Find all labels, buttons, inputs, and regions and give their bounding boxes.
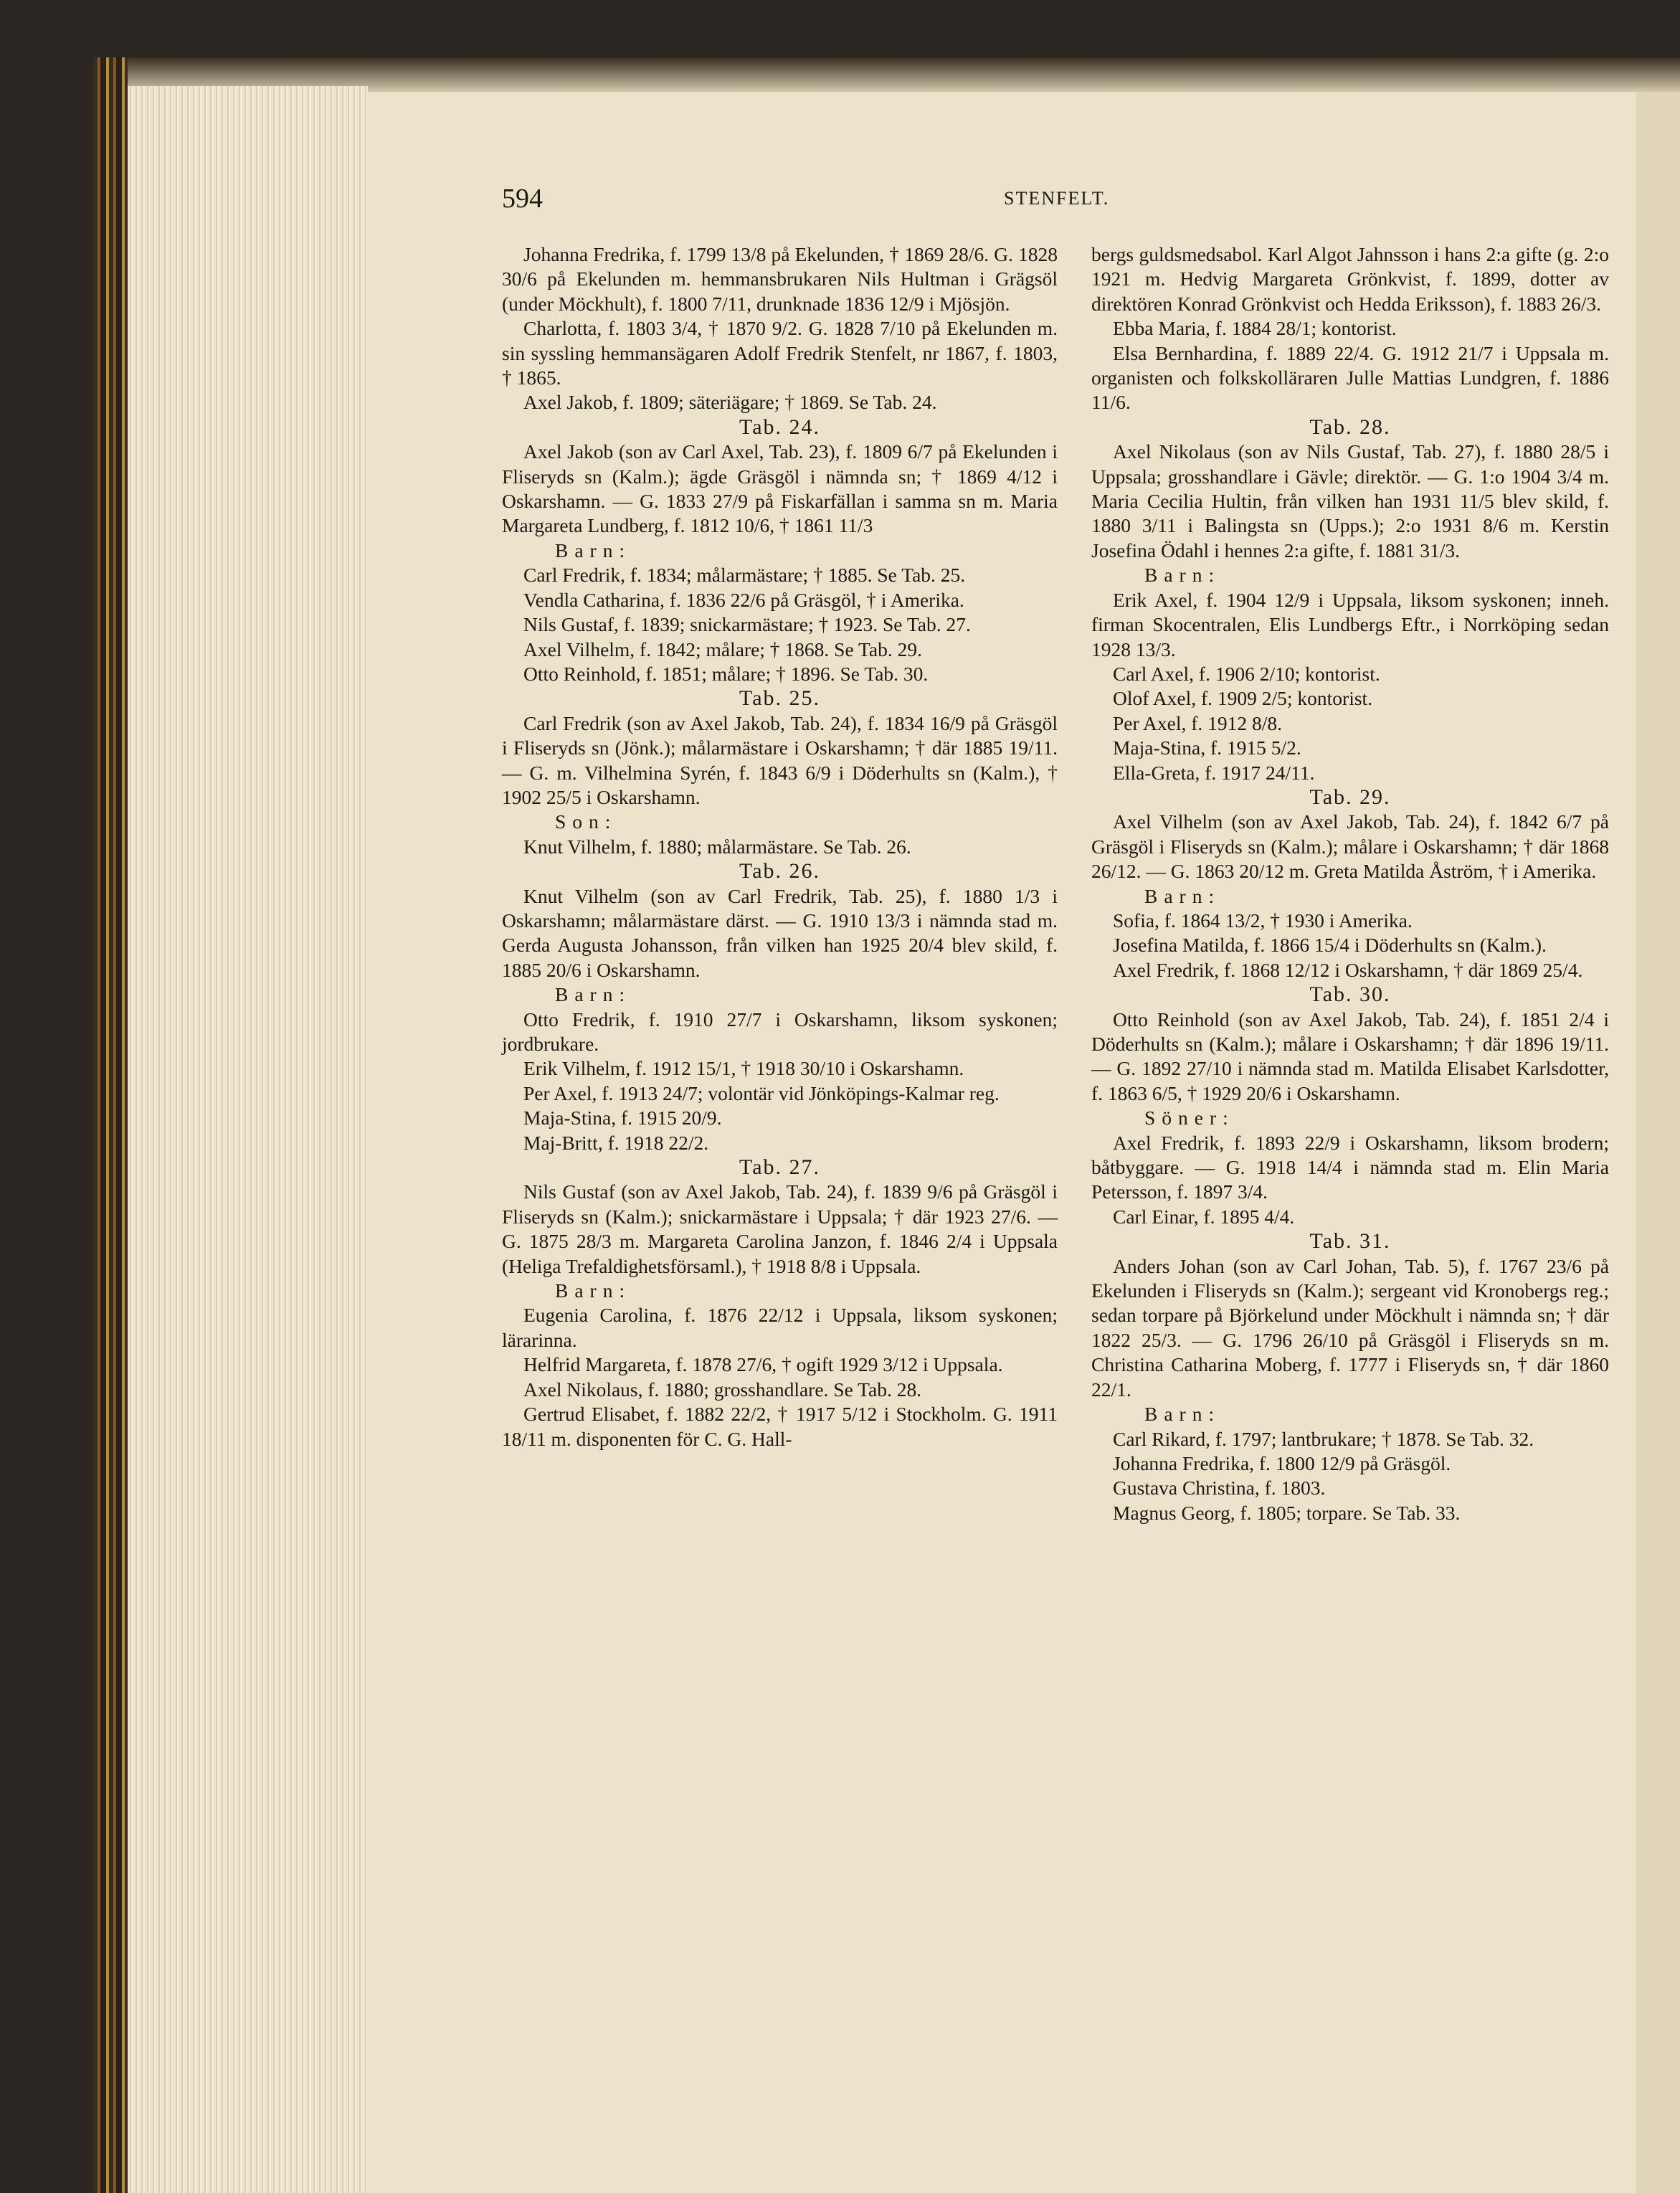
table-heading: Tab. 25. <box>739 686 821 711</box>
right-column <box>1091 242 1609 1525</box>
entry-paragraph: Axel Jakob, f. 1809; säteriägare; † 1869. Se Tab. 24. <box>523 391 937 414</box>
next-page-edge <box>1636 92 1680 2193</box>
entry-paragraph: Ella-Greta, f. 1917 24/11. <box>1113 761 1315 784</box>
entry-paragraph: Axel Fredrik, f. 1893 22/9 i Oskarshamn, liksom brodern; båtbyggare. — G. 1918 14/4 i nämnda stad m. Elin Maria Petersson, f. 1897 3/4. <box>1091 1131 1609 1203</box>
entry-paragraph: Charlotta, f. 1803 3/4, † 1870 9/2. G. 1828 7/10 på Ekelunden m. sin syssling hemmansägaren Adolf Fredrik Stenfelt, nr 1867, f. 1803, † 1865. <box>502 317 1058 389</box>
entry-paragraph: Carl Fredrik (son av Axel Jakob, Tab. 24), f. 1834 16/9 på Gräsgöl i Fliseryds sn (Jönk.); målarmästare i Oskarshamn; † där 1885 19/11. — G. m. Vilhelmina Syrén, f. 1843 6/9 i Döderhults sn (Kalm.), † 1902 25/5 i Oskarshamn. <box>502 711 1058 808</box>
entry-paragraph: Carl Axel, f. 1906 2/10; kontorist. <box>1113 662 1380 685</box>
page-title: STENFELT. <box>1004 188 1110 209</box>
table-heading: Tab. 28. <box>1309 415 1391 439</box>
entry-paragraph: Johanna Fredrika, f. 1799 13/8 på Ekelunden, † 1869 28/6. G. 1828 30/6 på Ekelunden m. hemmansbrukaren Nils Hultman i Grägsöl (under Möckhult), f. 1800 7/11, drunknade 1836 12/9 i Mjösjön. <box>502 243 1058 315</box>
entry-paragraph: Johanna Fredrika, f. 1800 12/9 på Gräsgöl. <box>1113 1451 1451 1474</box>
entry-paragraph: Elsa Bernhardina, f. 1889 22/4. G. 1912 21/7 i Uppsala m. organisten och folkskolläraren Julle Mattias Lundgren, f. 1886 11/6. <box>1091 341 1609 414</box>
table-heading: Tab. 26. <box>739 859 821 884</box>
children-subheading: Söner: <box>1144 1107 1235 1129</box>
children-subheading: Barn: <box>1144 1403 1221 1426</box>
entry-paragraph: Nils Gustaf (son av Axel Jakob, Tab. 24), f. 1839 9/6 på Gräsgöl i Fliseryds sn (Kalm.); snickarmästare i Uppsala; † där 1923 27/6. — G. 1875 28/3 m. Margareta Carolina Janzon, f. 1846 2/4 i Uppsala (Heliga Trefaldighetsförsaml.), † 1918 8/8 i Uppsala. <box>502 1180 1058 1277</box>
page-edges <box>128 86 368 2193</box>
children-subheading: Barn: <box>1144 884 1221 907</box>
page-number: 594 <box>502 184 543 214</box>
entry-paragraph: Maj-Britt, f. 1918 22/2. <box>523 1131 709 1154</box>
entry-paragraph: Nils Gustaf, f. 1839; snickarmästare; † 1923. Se Tab. 27. <box>523 613 971 636</box>
entry-paragraph: Axel Vilhelm, f. 1842; målare; † 1868. Se Tab. 29. <box>523 638 923 660</box>
children-subheading: Barn: <box>555 539 632 562</box>
entry-paragraph: Gustava Christina, f. 1803. <box>1113 1477 1326 1500</box>
entry-paragraph: Erik Axel, f. 1904 12/9 i Uppsala, liksom syskonen; inneh. firman Skocentralen, Elis Lundbergs Eftr., i Norrköping sedan 1928 13/3. <box>1091 588 1609 660</box>
table-heading: Tab. 31. <box>1309 1229 1391 1254</box>
entry-paragraph: Carl Rikard, f. 1797; lantbrukare; † 1878. Se Tab. 32. <box>1113 1427 1534 1450</box>
children-subheading: Barn: <box>555 983 632 1006</box>
entry-paragraph: Knut Vilhelm, f. 1880; målarmästare. Se Tab. 26. <box>523 835 911 858</box>
children-subheading: Barn: <box>1144 564 1221 587</box>
entry-paragraph: Maja-Stina, f. 1915 20/9. <box>523 1107 722 1129</box>
left-column <box>502 242 1058 1451</box>
children-subheading: Son: <box>555 810 617 833</box>
entry-paragraph: Anders Johan (son av Carl Johan, Tab. 5), f. 1767 23/6 på Ekelunden i Fliseryds sn (Kalm.); sergeant vid Kronobergs reg.; sedan torpare på Björkelund under Möckhult i nämnda sn; † där 1822 25/3. — G. 1796 26/10 på Gräsgöl i Fliseryds sn m. Christina Catharina Moberg, f. 1777 i Fliseryds sn, † där 1860 22/1. <box>1091 1254 1609 1401</box>
entry-paragraph: Knut Vilhelm (son av Carl Fredrik, Tab. 25), f. 1880 1/3 i Oskarshamn; målarmästare därst. — G. 1910 13/3 i nämnda stad m. Gerda Augusta Johansson, från vilken han 1925 20/4 blev skild, f. 1885 20/6 i Oskarshamn. <box>502 884 1058 981</box>
table-heading: Tab. 29. <box>1309 785 1391 809</box>
entry-paragraph: Per Axel, f. 1913 24/7; volontär vid Jönköpings-Kalmar reg. <box>523 1081 1000 1104</box>
entry-paragraph: Axel Vilhelm (son av Axel Jakob, Tab. 24), f. 1842 6/7 på Gräsgöl i Fliseryds sn (Kalm.); målare i Oskarshamn; † där 1868 26/12. — G. 1863 20/12 m. Greta Matilda Åström, † i Amerika. <box>1091 810 1609 883</box>
entry-paragraph: Axel Nikolaus (son av Nils Gustaf, Tab. 27), f. 1880 28/5 i Uppsala; grosshandlare i Gävle; direktör. — G. 1:o 1904 3/4 m. Maria Cecilia Hultin, från vilken han 1931 11/5 blev skild, f. 1880 3/11 i Balingsta sn (Upps.); 2:o 1931 8/6 m. Kerstin Josefina Ödahl i hennes 2:a gifte, f. 1881 31/3. <box>1091 440 1609 562</box>
entry-paragraph: Josefina Matilda, f. 1866 15/4 i Döderhults sn (Kalm.). <box>1113 934 1547 957</box>
entry-paragraph: Otto Reinhold (son av Axel Jakob, Tab. 24), f. 1851 2/4 i Döderhults sn (Kalm.); målare i Oskarshamn; † där 1896 19/11. — G. 1892 27/10 i nämnda stad m. Matilda Elisabet Karlsdotter, f. 1863 6/5, † 1929 20/6 i Oskarshamn. <box>1091 1008 1609 1104</box>
entry-paragraph: Carl Fredrik, f. 1834; målarmästare; † 1885. Se Tab. 25. <box>523 564 966 587</box>
entry-paragraph: Axel Fredrik, f. 1868 12/12 i Oskarshamn, † där 1869 25/4. <box>1113 958 1583 981</box>
children-subheading: Barn: <box>555 1279 632 1302</box>
table-heading: Tab. 27. <box>739 1155 821 1180</box>
entry-paragraph: Per Axel, f. 1912 8/8. <box>1113 711 1283 734</box>
entry-paragraph: Vendla Catharina, f. 1836 22/6 på Gräsgöl, † i Amerika. <box>523 588 964 611</box>
entry-paragraph: Ebba Maria, f. 1884 28/1; kontorist. <box>1113 317 1397 340</box>
entry-paragraph: Axel Nikolaus, f. 1880; grosshandlare. Se Tab. 28. <box>523 1378 922 1401</box>
entry-paragraph: Olof Axel, f. 1909 2/5; kontorist. <box>1113 687 1373 710</box>
entry-paragraph: Erik Vilhelm, f. 1912 15/1, † 1918 30/10 i Oskarshamn. <box>523 1057 964 1080</box>
entry-paragraph: Eugenia Carolina, f. 1876 22/12 i Uppsala, liksom syskonen; lärarinna. <box>502 1304 1058 1351</box>
entry-paragraph: bergs guldsmedsabol. Karl Algot Jahnsson i hans 2:a gifte (g. 2:o 1921 m. Hedvig Margareta Grönkvist, f. 1899, dotter av direktören Konrad Grönkvist och Hedda Eriksson), f. 1883 26/3. <box>1091 243 1609 315</box>
entry-paragraph: Axel Jakob (son av Carl Axel, Tab. 23), f. 1809 6/7 på Ekelunden i Fliseryds sn (Kalm.); ägde Gräsgöl i nämnda sn; † 1869 4/12 i Oskarshamn. — G. 1833 27/9 på Fiskarfällan i samma sn m. Maria Margareta Lundberg, f. 1812 10/6, † 1861 11/3 <box>502 440 1058 537</box>
entry-paragraph: Magnus Georg, f. 1805; torpare. Se Tab. 33. <box>1113 1501 1461 1524</box>
entry-paragraph: Gertrud Elisabet, f. 1882 22/2, † 1917 5/12 i Stockholm. G. 1911 18/11 m. disponenten för C. G. Hall- <box>502 1403 1058 1450</box>
entry-paragraph: Sofia, f. 1864 13/2, † 1930 i Amerika. <box>1113 909 1413 932</box>
table-heading: Tab. 30. <box>1309 982 1391 1007</box>
entry-paragraph: Otto Reinhold, f. 1851; målare; † 1896. Se Tab. 30. <box>523 662 929 685</box>
entry-paragraph: Carl Einar, f. 1895 4/4. <box>1113 1205 1295 1228</box>
table-heading: Tab. 24. <box>739 415 821 439</box>
entry-paragraph: Otto Fredrik, f. 1910 27/7 i Oskarshamn, liksom syskonen; jordbrukare. <box>502 1008 1058 1055</box>
entry-paragraph: Maja-Stina, f. 1915 5/2. <box>1113 736 1301 759</box>
entry-paragraph: Helfrid Margareta, f. 1878 27/6, † ogift 1929 3/12 i Uppsala. <box>523 1353 1003 1376</box>
